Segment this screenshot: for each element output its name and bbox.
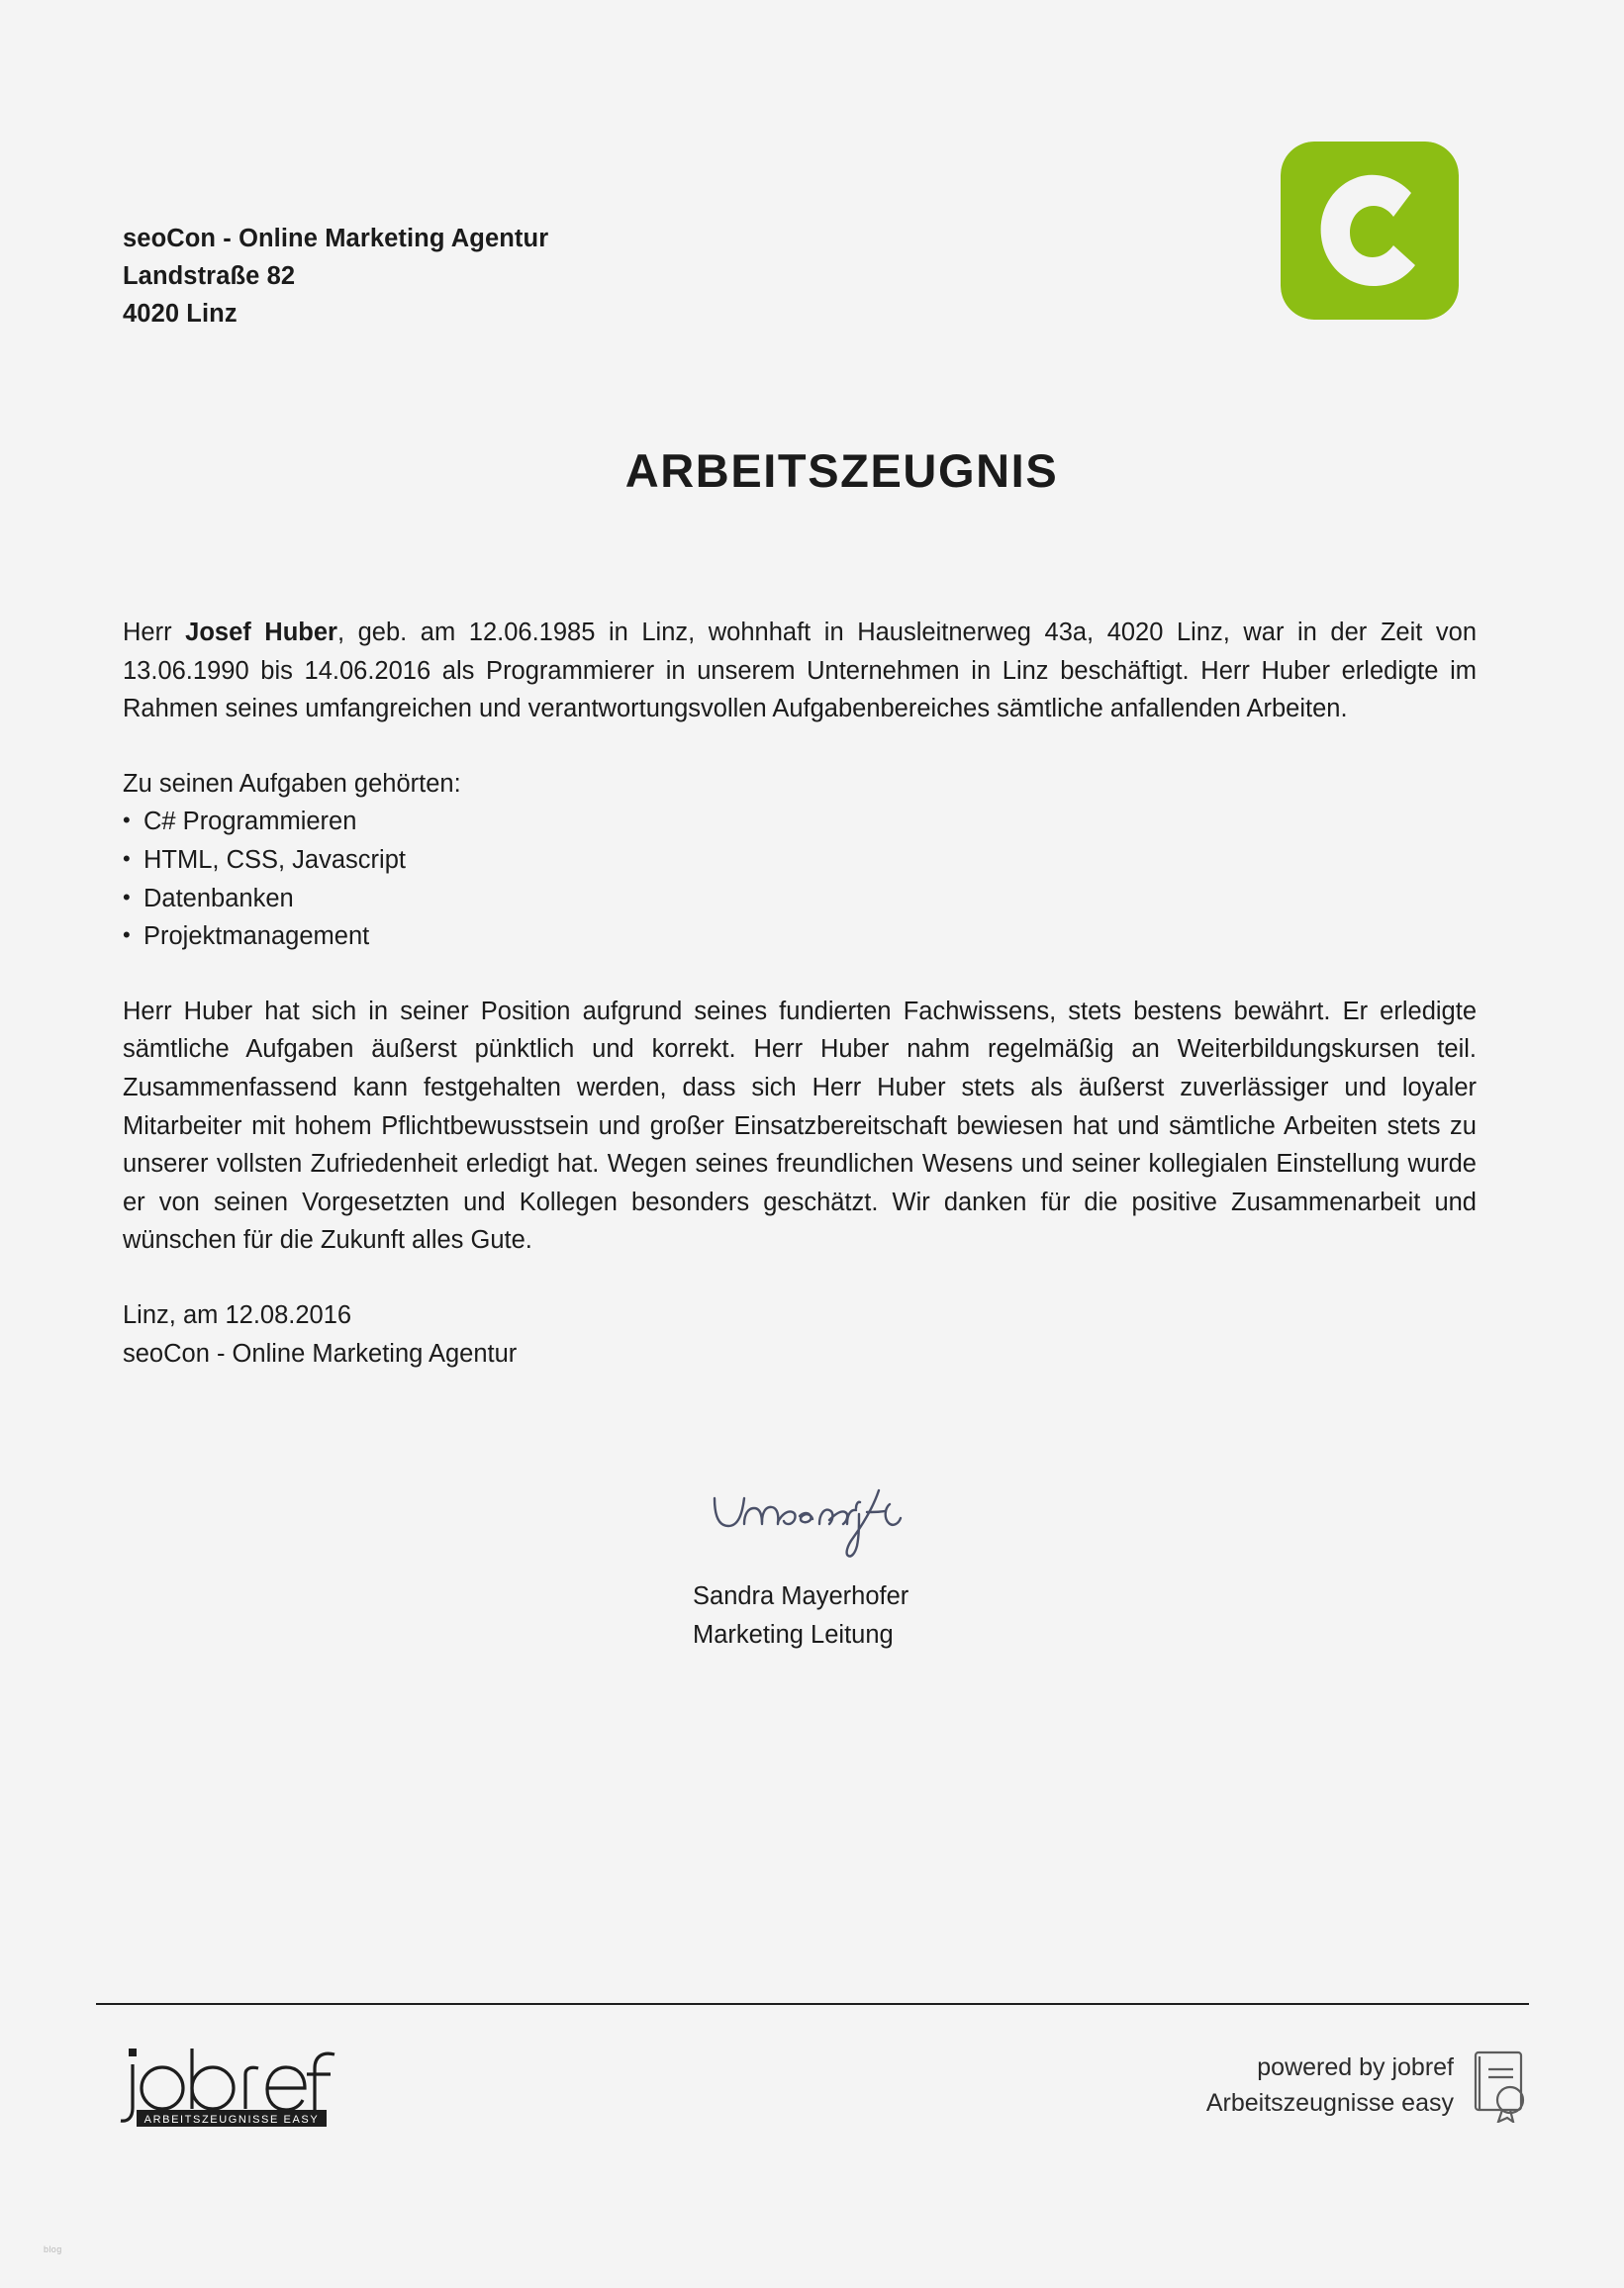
- corner-artifact-note: blog: [44, 2244, 62, 2254]
- list-item: • Datenbanken: [123, 880, 1477, 918]
- signature-block: [693, 1475, 1148, 1654]
- powered-by-block: [1206, 2048, 1529, 2123]
- powered-by-line2: Arbeitszeugnisse easy: [1205, 2089, 1454, 2117]
- letter-body: [123, 614, 1477, 1373]
- employee-name: Josef Huber: [185, 619, 337, 646]
- page-footer: [96, 2003, 1529, 2161]
- list-item: • C# Programmieren: [123, 803, 1477, 841]
- tasks-intro: Zu seinen Aufgaben gehörten:: [123, 769, 461, 798]
- closing-company: seoCon - Online Marketing Agentur: [123, 1339, 518, 1368]
- powered-by-line1: powered by jobref: [1257, 2053, 1454, 2081]
- page-title: ARBEITSZEUGNIS: [624, 444, 1059, 497]
- intro-paragraph: [123, 614, 1477, 728]
- sender-company: seoCon - Online Marketing Agentur: [123, 225, 549, 252]
- jobref-logo-icon: [111, 2043, 348, 2128]
- tasks-list: [123, 803, 1477, 955]
- signature-names: [693, 1577, 1148, 1654]
- list-item: • Projektmanagement: [123, 917, 1477, 956]
- jobref-tagline: ARBEITSZEUGNISSE EASY: [143, 2114, 320, 2126]
- intro-prefix: Herr: [123, 619, 186, 646]
- sender-street: Landstraße 82: [123, 262, 296, 290]
- handwritten-signature-icon: [709, 1475, 1005, 1564]
- certificate-icon: [1470, 2048, 1529, 2123]
- signer-name: Sandra Mayerhofer: [693, 1582, 909, 1610]
- closing-place-date: Linz, am 12.08.2016: [123, 1300, 352, 1329]
- sender-address-block: [123, 220, 548, 333]
- evaluation-paragraph: Herr Huber hat sich in seiner Position aufgrund seines fundierten Fachwissens, stets bestens bewährt. Er erledigte sämtliche Aufgaben äußerst pünktlich und korrekt. Herr Huber nahm regelmäßig an Weiterbildungskursen teil. Zusammenfassend kann festgehalten werden, dass sich Herr Huber stets als äußerst zuverlässiger und loyaler Mitarbeiter mit hohem Pflichtbewusstsein und großer Einsatzbereitschaft bewiesen hat und sämtliche Arbeiten stets zu unserer vollsten Zufriedenheit erledigt hat. Wegen seines freundlichen Wesens und seiner kollegialen Einstellung wurde er von seinen Vorgesetzten und Kollegen besonders geschätzt. Wir danken für die positive Zusammenarbeit und wünschen für die Zukunft alles Gute.: [123, 997, 1477, 1255]
- seocon-logo-icon: [1281, 142, 1459, 320]
- signer-role: Marketing Leitung: [693, 1620, 894, 1649]
- intro-rest: , geb. am 12.06.1985 in Linz, wohnhaft in Hausleitnerweg 43a, 4020 Linz, war in der Zeit von 13.06.1990 bis 14.06.2016 als Programmierer in unserem Unternehmen in Linz beschäftigt. Herr Huber erledigte im Rahmen seines umfangreichen und verantwortungsvollen Aufgabenbereiches sämtliche anfallenden Arbeiten.: [123, 619, 1477, 723]
- sender-city: 4020 Linz: [123, 300, 238, 328]
- powered-by-text: [1206, 2050, 1454, 2121]
- list-item: • HTML, CSS, Javascript: [123, 841, 1477, 880]
